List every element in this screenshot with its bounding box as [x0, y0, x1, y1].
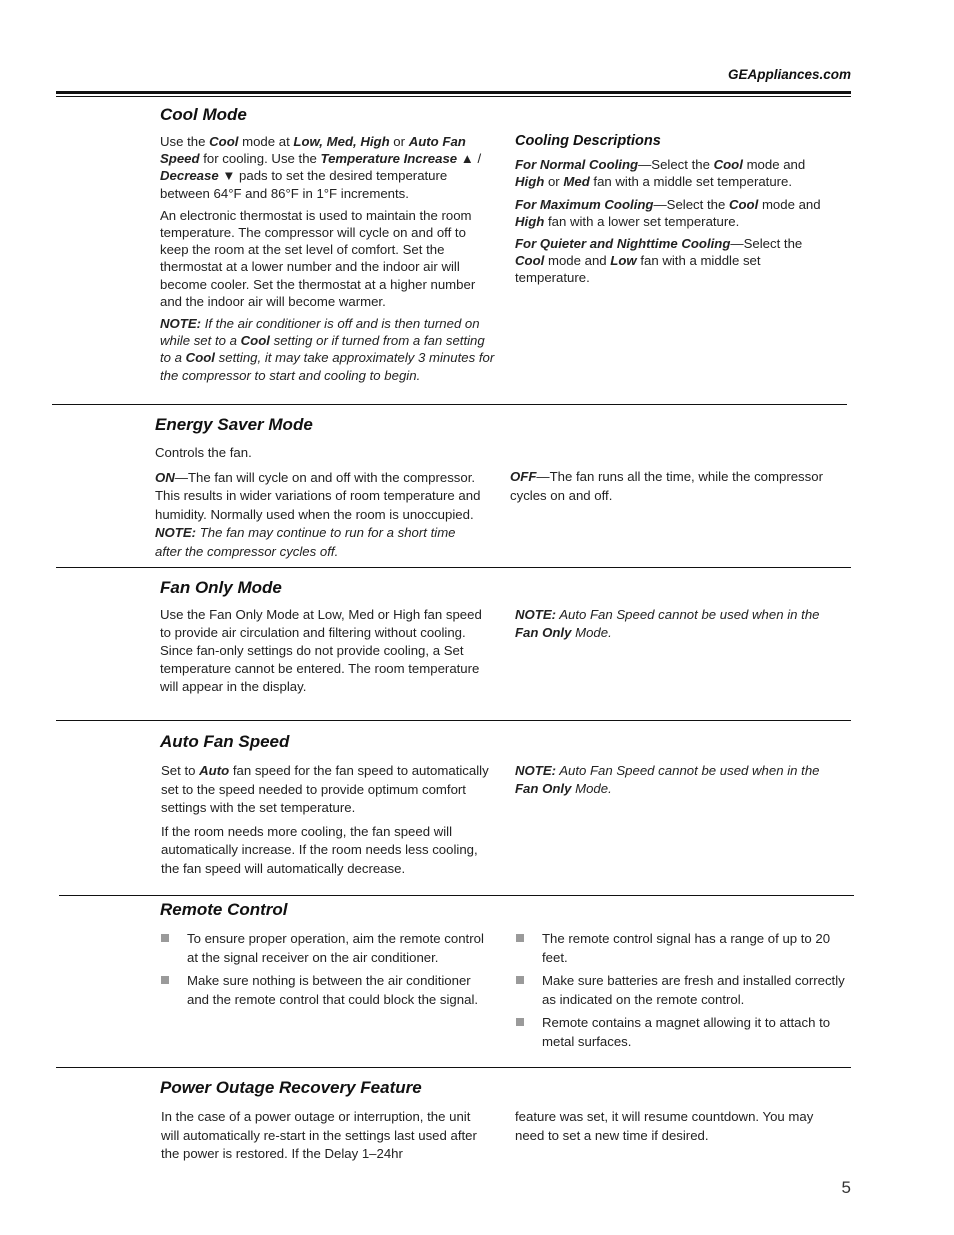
text: Cool: [185, 350, 215, 366]
cool-mode-note: [160, 315, 496, 384]
energy-saver-off: [510, 468, 845, 505]
text: fan speed for the fan speed to automatically set to the speed needed to provide optimum comfort settings with the set temperature.: [161, 763, 489, 816]
text: or: [544, 174, 564, 190]
auto-fan-note: [515, 762, 840, 798]
text: Fan Only: [515, 781, 572, 796]
remote-left-list: [160, 930, 495, 1014]
text: OFF: [510, 469, 537, 484]
energy-saver-right: [510, 468, 845, 510]
text: For Maximum Cooling: [515, 196, 654, 212]
energy-saver-intro: Controls the fan.: [155, 445, 252, 460]
list-item: [515, 930, 845, 967]
section-divider: [52, 404, 847, 405]
text: If the air conditioner is off and is then turned on while set to a: [160, 316, 480, 349]
text: High: [515, 213, 545, 229]
note-label: NOTE:: [515, 763, 557, 778]
text: fan with a middle set temperature.: [515, 253, 761, 286]
list-item: [160, 930, 495, 967]
text: For Normal Cooling: [515, 157, 639, 173]
text: setting, it may take approximately 3 minutes for the compressor to start and cooling to begin.: [160, 350, 495, 383]
maximum-cooling: [515, 196, 835, 230]
fan-only-title: Fan Only Mode: [160, 578, 282, 597]
text: Use the: [160, 134, 210, 149]
text: Decrease ▼: [160, 168, 236, 184]
text: Auto: [199, 763, 230, 778]
bullet-icon: [516, 1018, 524, 1026]
text: Mode.: [571, 625, 612, 640]
text: Med: [563, 174, 590, 190]
text: —The fan will cycle on and off with the compressor. This results in wider variations of room temperature and humidity. Normally used when the room is unoccupied.: [155, 469, 481, 522]
text: —Select the: [730, 236, 803, 252]
auto-fan-detail: If the room needs more cooling, the fan speed will automatically increase. If the room needs less cooling, the fan speed will automatically decrease.: [161, 823, 478, 876]
text: Low, Med, High: [293, 134, 390, 149]
text: Mode.: [571, 781, 612, 796]
quieter-cooling: [515, 235, 835, 287]
auto-fan-left: [161, 762, 489, 884]
site-url: GEAppliances.com: [727, 67, 851, 82]
fan-only-note: [515, 606, 840, 642]
remote-control-title: Remote Control: [160, 900, 288, 919]
text: Set to: [161, 763, 200, 778]
text: Make sure batteries are fresh and installed correctly as indicated on the remote control.: [542, 973, 845, 1007]
text: Cool: [515, 253, 545, 269]
text: High: [515, 174, 545, 190]
header-rule: [56, 91, 851, 97]
text: ON: [155, 469, 175, 485]
bullet-icon: [516, 976, 524, 984]
fan-only-text: Use the Fan Only Mode at Low, Med or High fan speed to provide air circulation and filtering without cooling. Since fan-only settings do not provide cooling, a Set temperature cannot be entered. The room temperature will appear in the display.: [160, 607, 482, 694]
bullet-icon: [516, 934, 524, 942]
text: —Select the: [638, 157, 714, 173]
power-outage-right: [515, 1108, 845, 1150]
text: —The fan runs all the time, while the compressor cycles on and off.: [510, 469, 823, 503]
text: Auto Fan Speed cannot be used when in the: [556, 763, 820, 778]
text: mode at: [238, 134, 294, 149]
text: Fan Only: [515, 625, 572, 640]
text: Auto Fan Speed cannot be used when in the: [556, 607, 820, 622]
text: Make sure nothing is between the air conditioner and the remote control that could block the signal.: [187, 973, 479, 1007]
text: Low: [610, 253, 637, 269]
fan-only-right: [515, 606, 840, 647]
text: The remote control signal has a range of up to 20 feet.: [542, 931, 831, 965]
cool-mode-intro: [160, 133, 496, 202]
auto-fan-intro: [161, 762, 489, 818]
note-label: NOTE:: [160, 316, 202, 332]
fan-only-left: [160, 606, 488, 701]
cool-mode-title: Cool Mode: [160, 105, 247, 124]
power-outage-text-right: feature was set, it will resume countdown. You may need to set a new time if desired.: [515, 1109, 814, 1143]
text: fan with a lower set temperature.: [544, 213, 740, 229]
remote-right-list: [515, 930, 845, 1057]
auto-fan-right: [515, 762, 840, 803]
text: for cooling. Use the: [199, 151, 321, 167]
text: mode and: [544, 253, 611, 269]
text: Remote contains a magnet allowing it to attach to metal surfaces.: [542, 1015, 831, 1049]
cool-mode-thermostat: An electronic thermostat is used to maintain the room temperature. The compressor will cycle on and off to keep the room at the set level of comfort. Set the thermostat at a lower number and the indoor air will become cooler. Set the thermostat at a higher number and the indoor air will become warmer.: [160, 207, 476, 309]
note-label: NOTE:: [155, 525, 197, 541]
text: Cool: [209, 134, 239, 149]
note-label: NOTE:: [515, 607, 557, 622]
section-divider: [56, 720, 851, 721]
energy-saver-left: [155, 444, 485, 567]
text: Cool: [728, 196, 759, 212]
list-item: [515, 1014, 845, 1051]
text: Cool: [240, 333, 270, 349]
energy-saver-on: [155, 469, 485, 562]
text: setting or if turned from a fan setting to a: [160, 333, 485, 366]
list-item: [515, 972, 845, 1009]
page-number: 5: [841, 1178, 851, 1197]
text: Cool: [713, 157, 743, 173]
bullet-icon: [161, 976, 169, 984]
energy-saver-title: Energy Saver Mode: [155, 415, 313, 434]
text: To ensure proper operation, aim the remote control at the signal receiver on the air conditioner.: [187, 931, 484, 965]
section-divider: [56, 1067, 851, 1068]
text: Temperature Increase ▲: [320, 151, 474, 167]
text: /: [473, 151, 482, 167]
text: pads to set the desired temperature between 64°F and 86°F in 1°F increments.: [160, 168, 448, 201]
auto-fan-title: Auto Fan Speed: [160, 732, 290, 751]
text: or: [389, 134, 409, 149]
text: fan with a middle set temperature.: [589, 174, 793, 190]
normal-cooling: [515, 156, 835, 190]
section-divider: [59, 895, 854, 896]
text: The fan may continue to run for a short time after the compressor cycles off.: [155, 525, 456, 559]
list-item: [160, 972, 495, 1009]
cool-mode-left: [160, 133, 496, 389]
text: Auto Fan Speed: [160, 134, 466, 167]
cooling-descriptions-title: Cooling Descriptions: [515, 133, 661, 149]
cool-mode-right: [515, 133, 835, 292]
text: mode and: [742, 157, 806, 173]
text: mode and: [758, 196, 821, 212]
power-outage-title: Power Outage Recovery Feature: [160, 1078, 422, 1097]
power-outage-text-left: In the case of a power outage or interruption, the unit will automatically re-start in the settings last used after the power is restored. If the Delay 1–24hr: [161, 1109, 477, 1162]
text: —Select the: [653, 196, 729, 212]
bullet-icon: [161, 934, 169, 942]
section-divider: [56, 567, 851, 568]
power-outage-left: [161, 1108, 491, 1169]
text: For Quieter and Nighttime Cooling: [515, 236, 731, 252]
